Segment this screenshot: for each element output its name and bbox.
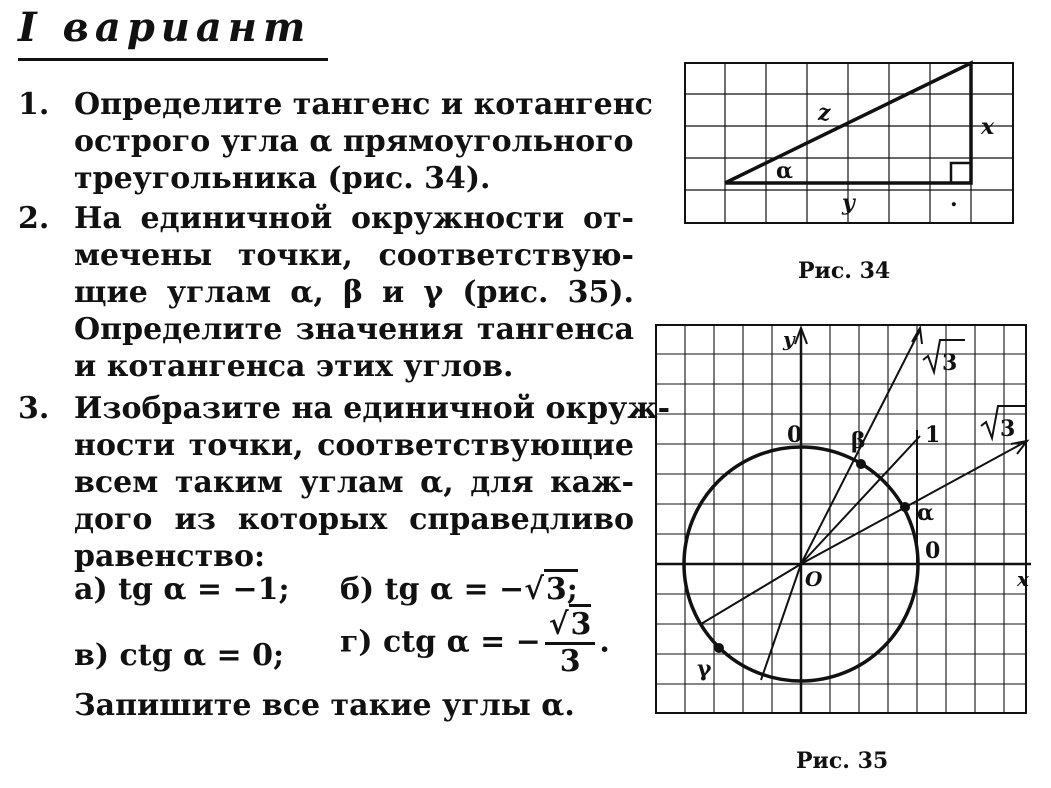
fig34-caption: Рис. 34 [798, 258, 891, 284]
fig34-label-z: z [818, 100, 831, 126]
item-g-suffix: . [599, 624, 610, 660]
problem-3-text [74, 390, 671, 575]
problem-3-number: 3. [18, 391, 50, 426]
problem-3-closing: Запишите все такие углы α. [74, 688, 575, 723]
fig35-label-alpha: α [917, 500, 934, 526]
point-gamma [714, 643, 724, 653]
figure-35 [655, 324, 1037, 716]
fig34-label-y: y [842, 190, 855, 216]
fig35-label-0-top: 0 [787, 422, 803, 448]
fig35-label-sqrt3-right [981, 406, 1025, 442]
page-title: I вариант [18, 4, 312, 51]
sqrt-icon: √ [524, 572, 544, 607]
sqrt-icon: √ [548, 607, 569, 642]
fig35-sqrt3-right-radicand: 3 [1000, 416, 1016, 442]
item-b [340, 572, 578, 607]
fig35-label-O: O [805, 567, 823, 591]
point-beta [856, 459, 866, 469]
problem-1-number: 1. [18, 87, 50, 122]
figure-34 [684, 62, 1014, 227]
problem-3-line-5: равенство: [74, 539, 266, 574]
item-b-radicand: 3; [544, 569, 578, 607]
problem-3-line-1: Изобразите на единичной окруж- [74, 391, 671, 426]
fig35-label-0-right: 0 [925, 538, 941, 564]
item-g-numerator: 3 [569, 604, 592, 642]
fig35-label-sqrt3-top [923, 340, 965, 376]
problem-1-line-2: острого угла α прямоугольного [74, 124, 634, 159]
problem-2-line-2: мечены точки, соответствую- [74, 238, 634, 273]
fig35-label-y-axis: y [783, 327, 795, 351]
item-v: в) ctg α = 0; [74, 638, 285, 673]
fig35-sqrt3-top-radicand: 3 [942, 350, 958, 376]
problem-3-line-4: дого из которых справедливо [74, 502, 634, 537]
problem-2-text [74, 200, 634, 385]
problem-2-number: 2. [18, 201, 50, 236]
problem-2-line-5: и котангенса этих углов. [74, 349, 514, 384]
item-b-prefix: б) tg α = − [340, 572, 525, 607]
problem-1-line-1: Определите тангенс и котангенс [74, 87, 653, 122]
item-g-fraction [545, 608, 596, 679]
problem-2-line-3: щие углам α, β и γ (рис. 35). [74, 275, 634, 310]
fig35-label-x-axis: x [1017, 567, 1029, 591]
problem-2-line-4: Определите значения тангенса [74, 312, 634, 347]
problem-3-line-2: ности точки, соответствующие [74, 428, 634, 463]
fig35-label-gamma: γ [697, 656, 712, 682]
fig34-label-dot: . [950, 186, 958, 212]
item-g-prefix: г) ctg α = − [340, 624, 541, 660]
problem-1-line-3: треугольника (рис. 34). [74, 161, 491, 196]
fig34-label-alpha: α [776, 158, 793, 184]
fig35-label-beta: β [851, 428, 866, 454]
problem-3-line-3: всем таким углам α, для каж- [74, 465, 634, 500]
item-g [340, 608, 610, 679]
problem-1-text [74, 86, 653, 197]
fig35-grid [656, 325, 1026, 713]
item-g-denominator: 3 [559, 644, 581, 679]
fig35-caption: Рис. 35 [796, 748, 889, 774]
problem-2-line-1: На единичной окружности от- [74, 201, 634, 236]
fig35-label-1: 1 [925, 422, 941, 448]
title-underline [18, 58, 328, 61]
item-a: а) tg α = −1; [74, 572, 290, 607]
fig34-label-x: x [981, 114, 995, 140]
point-alpha [900, 502, 910, 512]
